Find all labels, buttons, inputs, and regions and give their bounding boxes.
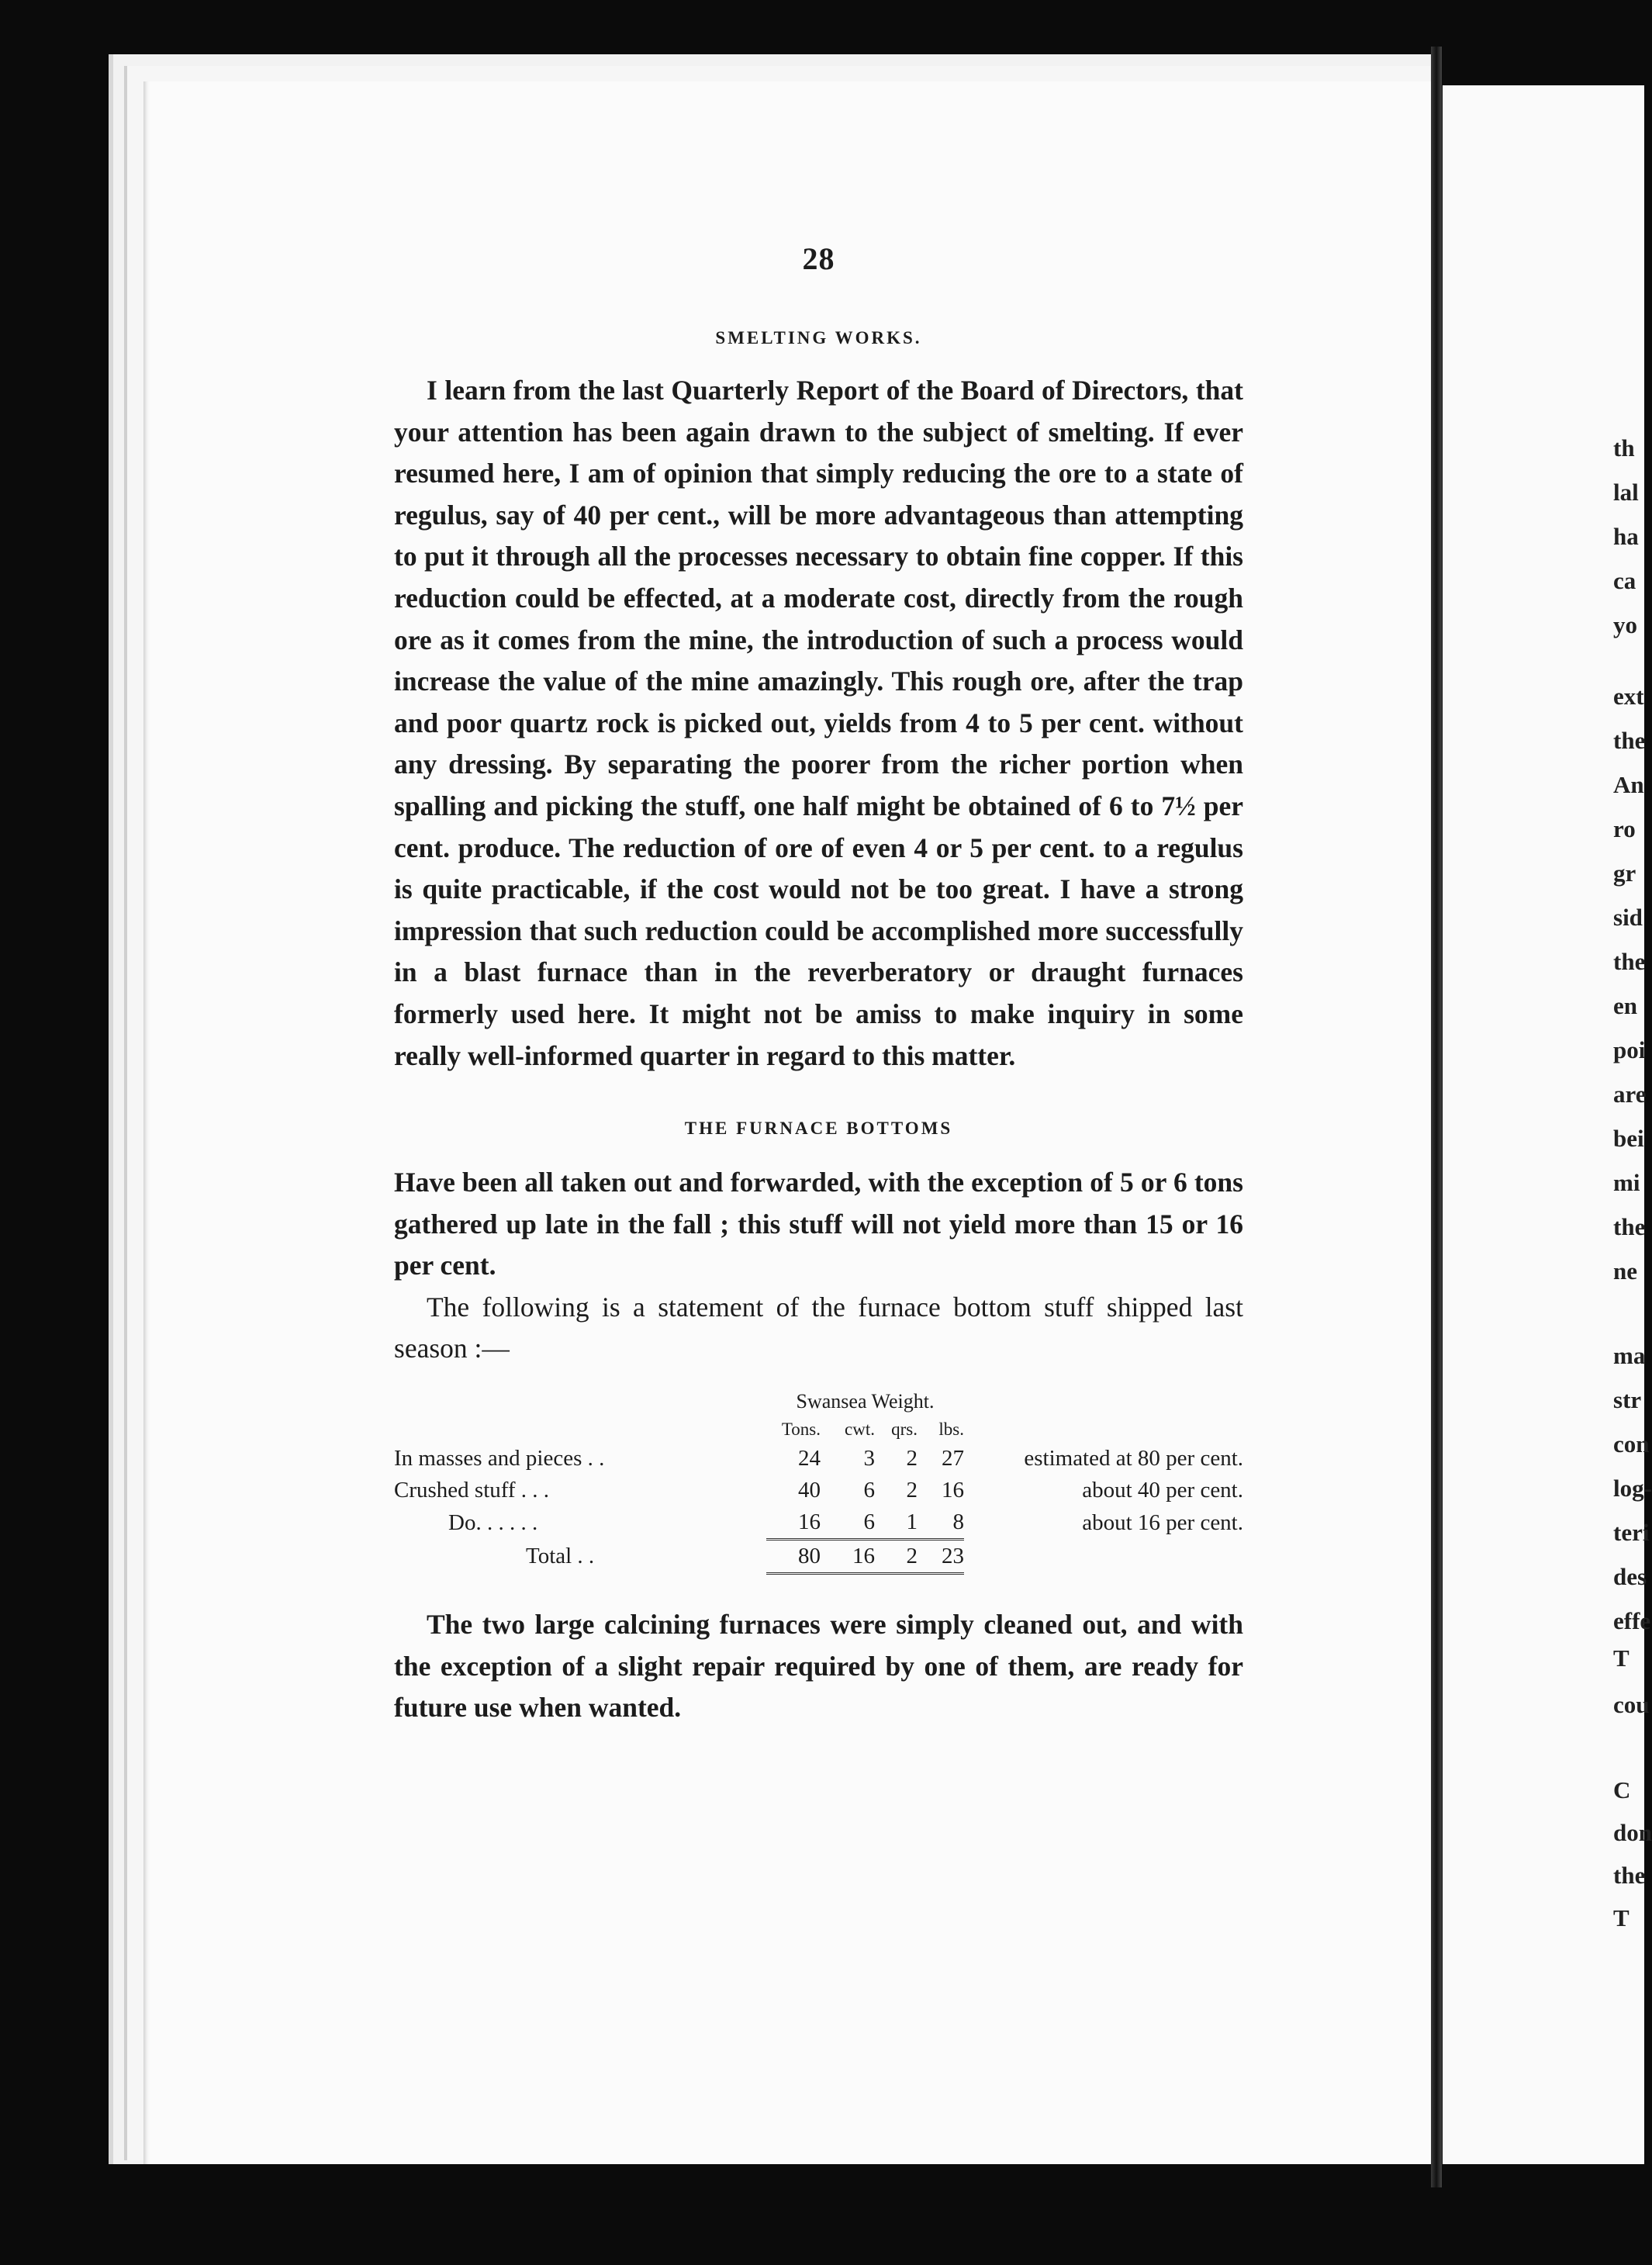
facing-page-fragment: ro — [1613, 815, 1636, 842]
cell-lbs: 8 — [918, 1506, 964, 1540]
book-gutter — [1431, 47, 1442, 2187]
facing-page-fragment: gr — [1613, 859, 1636, 887]
cell-lbs: 16 — [942, 1478, 964, 1503]
facing-page-fragment: cou — [1613, 1691, 1650, 1718]
total-label: Total . . — [526, 1544, 595, 1569]
facing-page-fragment: poi — [1613, 1036, 1646, 1063]
cell-qrs: 1 — [875, 1506, 918, 1540]
facing-page-fragment: mi — [1613, 1169, 1640, 1196]
facing-page-fragment: sid — [1613, 904, 1643, 931]
facing-page-fragment: An — [1613, 771, 1644, 798]
unit-qrs: qrs. — [891, 1420, 918, 1440]
total-tons: 80 — [766, 1540, 821, 1574]
table-row — [394, 1506, 1243, 1540]
facing-page-fragment: ha — [1613, 523, 1639, 550]
paragraph-furnace-bottoms-2: The following is a statement of the furnace bottom stuff shipped last season :— — [394, 1291, 1243, 1364]
facing-page-fragment: con — [1613, 1430, 1650, 1458]
cell-cwt: 6 — [863, 1478, 875, 1503]
row-label: Do. . . . . . — [448, 1509, 538, 1535]
facing-page-fragment: ma — [1613, 1342, 1646, 1369]
cell-tons: 16 — [766, 1506, 821, 1540]
cell-tons: 40 — [798, 1478, 821, 1503]
row-label: In masses and pieces . . — [394, 1446, 605, 1471]
total-qrs: 2 — [875, 1540, 918, 1574]
facing-page-fragment: en — [1613, 992, 1637, 1019]
facing-page-fragment: str — [1613, 1386, 1642, 1413]
facing-page-fragment: the — [1613, 948, 1646, 975]
cell-qrs: 2 — [906, 1478, 918, 1503]
section-heading-furnace-bottoms: THE FURNACE BOTTOMS — [684, 1119, 953, 1139]
facing-page-fragment: effe — [1613, 1607, 1651, 1634]
facing-page-fragment: ca — [1613, 567, 1636, 594]
cell-cwt: 3 — [863, 1446, 875, 1471]
total-cwt: 16 — [821, 1540, 875, 1574]
cell-qrs: 2 — [906, 1446, 918, 1471]
facing-page-fragment: the — [1613, 1213, 1646, 1240]
paragraph-furnace-bottoms-1: Have been all taken out and forwarded, with the exception of 5 or 6 tons gathered up late in the fall ; this stuff will not yield more than 15 or 16 per cent. — [394, 1167, 1243, 1281]
cell-note: estimated at 80 per cent. — [1024, 1446, 1243, 1471]
total-lbs: 23 — [918, 1540, 964, 1574]
cell-note: about 16 per cent. — [1082, 1509, 1243, 1535]
facing-page-fragment: teri — [1613, 1519, 1650, 1546]
table-row — [394, 1443, 1243, 1475]
facing-page-fragment: log- — [1613, 1475, 1652, 1502]
facing-page-fragment: are — [1613, 1081, 1647, 1108]
facing-page-fragment: bei — [1613, 1125, 1644, 1152]
facing-page-fragment: des — [1613, 1563, 1647, 1590]
shipment-table — [394, 1387, 1243, 1575]
cell-cwt: 6 — [821, 1506, 875, 1540]
page-number: 28 — [802, 241, 835, 276]
facing-page-fragment: T — [1613, 1644, 1630, 1672]
facing-page-fragment: C — [1613, 1776, 1631, 1803]
facing-page-fragment: yo — [1613, 611, 1637, 638]
facing-page-fragment: ext — [1613, 683, 1644, 710]
unit-lbs: lbs. — [938, 1420, 964, 1440]
unit-tons: Tons. — [781, 1420, 821, 1440]
facing-page-fragment: the — [1613, 727, 1646, 754]
cell-tons: 24 — [798, 1446, 821, 1471]
paragraph-smelting: I learn from the last Quarterly Report of the Board of Directors, that your attention has been again drawn to the subject of smelting. If ever resumed here, I am of opinion that simply reducing the ore to a state of regulus, say of 40 per cent., will be more advantageous than attempting to put it through all the processes necessary to obtain fine copper. If this reduction could be effected, at a moderate cost, directly from the rough ore as it comes from the mine, the introduction of such a process would increase the value of the mine amazingly. This rough ore, after the trap and poor quartz rock is picked out, yields from 4 to 5 per cent. without any dressing. By separating the poorer from the richer portion when spalling and picking the stuff, one half might be obtained of 6 to 7½ per cent. produce. The reduction of ore of even 4 or 5 per cent. to a regulus is quite practicable, if the cost would not be too great. I have a strong impression that such reduction could be accomplished more successfully in a blast furnace than in the reverberatory or draught furnaces formerly used here. It might not be amiss to make inquiry in some really well-informed quarter in regard to this matter. — [394, 375, 1243, 1071]
page-content — [394, 240, 1243, 1729]
facing-page — [1443, 85, 1652, 2164]
facing-page-fragment: don — [1613, 1819, 1652, 1846]
cell-lbs: 27 — [942, 1446, 964, 1471]
table-group-header: Swansea Weight. — [796, 1390, 935, 1413]
facing-page-fragment: T — [1613, 1904, 1630, 1931]
facing-page-fragment: the — [1613, 1862, 1646, 1889]
section-heading-smelting: SMELTING WORKS. — [715, 328, 922, 348]
row-label: Crushed stuff . . . — [394, 1478, 550, 1503]
paragraph-calcining-furnaces: The two large calcining furnaces were simply cleaned out, and with the exception of a slight repair required by one of them, are ready for future use when wanted. — [394, 1609, 1243, 1724]
table-row — [394, 1475, 1243, 1506]
table-total-row — [394, 1540, 1243, 1574]
facing-page-fragment: lal — [1613, 479, 1639, 506]
facing-page-fragment: th — [1613, 434, 1635, 462]
unit-cwt: cwt. — [845, 1420, 875, 1440]
facing-page-fragment: ne — [1613, 1257, 1637, 1285]
cell-note: about 40 per cent. — [1082, 1478, 1243, 1503]
